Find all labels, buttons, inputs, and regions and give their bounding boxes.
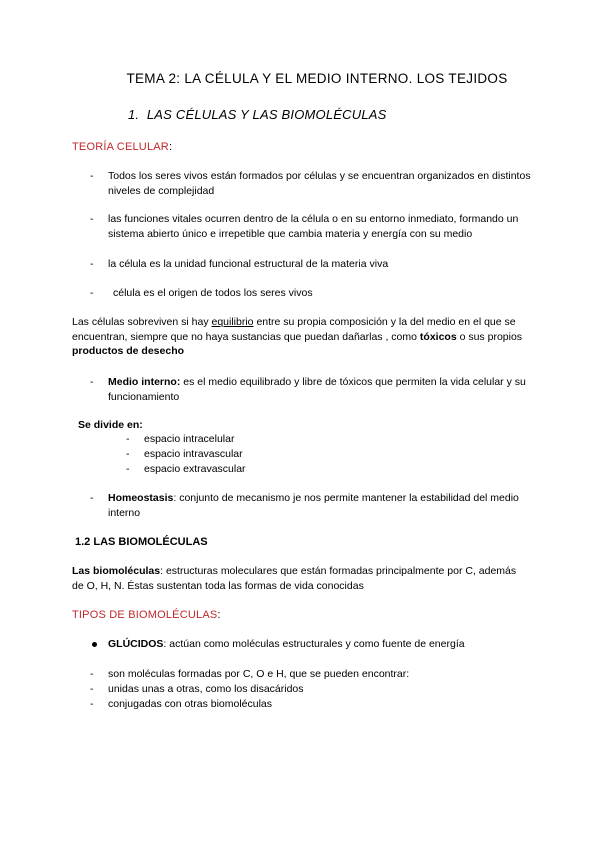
divide-item-1: espacio intracelular [144, 433, 235, 445]
list-dash: - [126, 463, 130, 475]
list-dash: - [90, 698, 94, 710]
list-dash: - [90, 683, 94, 695]
tipos-heading-colon: : [217, 609, 221, 621]
teoria-heading-text: TEORÍA CELULAR [72, 141, 169, 153]
biomoleculas-text: : estructuras moleculares que están formadas principalmente por C, además de O, H, N. Éstas sustentan toda las formas de vida conocidas [72, 565, 517, 592]
section-1-number: 1. [128, 107, 140, 122]
medio-interno-text: es el medio equilibrado y libre de tóxicos que permiten la vida celular y su funcionamiento [108, 376, 526, 403]
medio-interno-item [108, 375, 533, 404]
glucidos-label: GLÚCIDOS [108, 638, 164, 650]
list-dash: - [90, 668, 94, 680]
glucidos-text: : actúan como moléculas estructurales y como fuente de energía [163, 638, 465, 650]
bullet-dot-icon [92, 642, 97, 647]
list-dash: - [126, 448, 130, 460]
para-text-2: entre su propia composición y la del medio en el que se encuentran, siempre que no haya sustancias que puedan dañarlas , como [72, 316, 516, 343]
list-dash: - [126, 433, 130, 445]
section-1-title [128, 107, 387, 122]
medio-interno-label: Medio interno: [108, 376, 181, 388]
teoria-heading-colon: : [168, 141, 173, 153]
teoria-item-1: Todos los seres vivos están formados por células y se encuentran organizados en distintos niveles de complejidad [108, 170, 531, 197]
teoria-celular-heading [72, 141, 172, 153]
glucidos-sub-2: unidas unas a otras, como los disacáridos [108, 683, 304, 695]
divide-label [78, 418, 143, 433]
teoria-item-4: célula es el origen de todos los seres vivos [113, 287, 313, 299]
biomoleculas-paragraph [72, 564, 527, 593]
divide-label-text: Se divide en: [78, 419, 143, 431]
desecho-term: productos de desecho [72, 345, 185, 357]
para-text-3: o sus propios [456, 330, 523, 343]
teoria-item-3: la célula es la unidad funcional estructural de la materia viva [108, 258, 389, 270]
tipos-heading [72, 609, 221, 621]
glucidos-sub-1: son moléculas formadas por C, O e H, que se pueden encontrar: [108, 668, 410, 680]
homeostasis-item [108, 491, 533, 520]
homeostasis-label: Homeostasis [108, 492, 174, 504]
biomoleculas-label: Las biomoléculas [72, 565, 161, 577]
homeostasis-text: : conjunto de mecanismo je nos permite mantener la estabilidad del medio interno [108, 492, 519, 519]
document-title: TEMA 2: LA CÉLULA Y EL MEDIO INTERNO. LOS TEJIDOS [126, 71, 508, 86]
toxicos-term: tóxicos [419, 330, 457, 343]
glucidos-sub-3: conjugadas con otras biomoléculas [108, 698, 273, 710]
divide-item-3: espacio extravascular [144, 463, 246, 475]
equilibrio-term: equilibrio [211, 316, 254, 328]
list-dash: - [90, 376, 94, 388]
list-dash: - [90, 287, 94, 299]
section-1-text: LAS CÉLULAS Y LAS BIOMOLÉCULAS [146, 107, 387, 122]
teoria-item-2: las funciones vitales ocurren dentro de la célula o en su entorno inmediato, formando un sistema abierto único e irrepetible que cambia materia y energía con su medio [108, 213, 519, 240]
tipos-heading-text: TIPOS DE BIOMOLÉCULAS [72, 609, 218, 621]
equilibrium-paragraph [72, 315, 530, 359]
list-dash: - [90, 213, 94, 225]
list-dash: - [90, 170, 94, 182]
divide-item-2: espacio intravascular [144, 448, 243, 460]
list-dash: - [90, 258, 94, 270]
glucidos-item [108, 637, 533, 652]
section-1-2-title: 1.2 LAS BIOMOLÉCULAS [75, 536, 208, 548]
para-text-1: Las células sobreviven si hay [72, 316, 212, 328]
list-dash: - [90, 492, 94, 504]
